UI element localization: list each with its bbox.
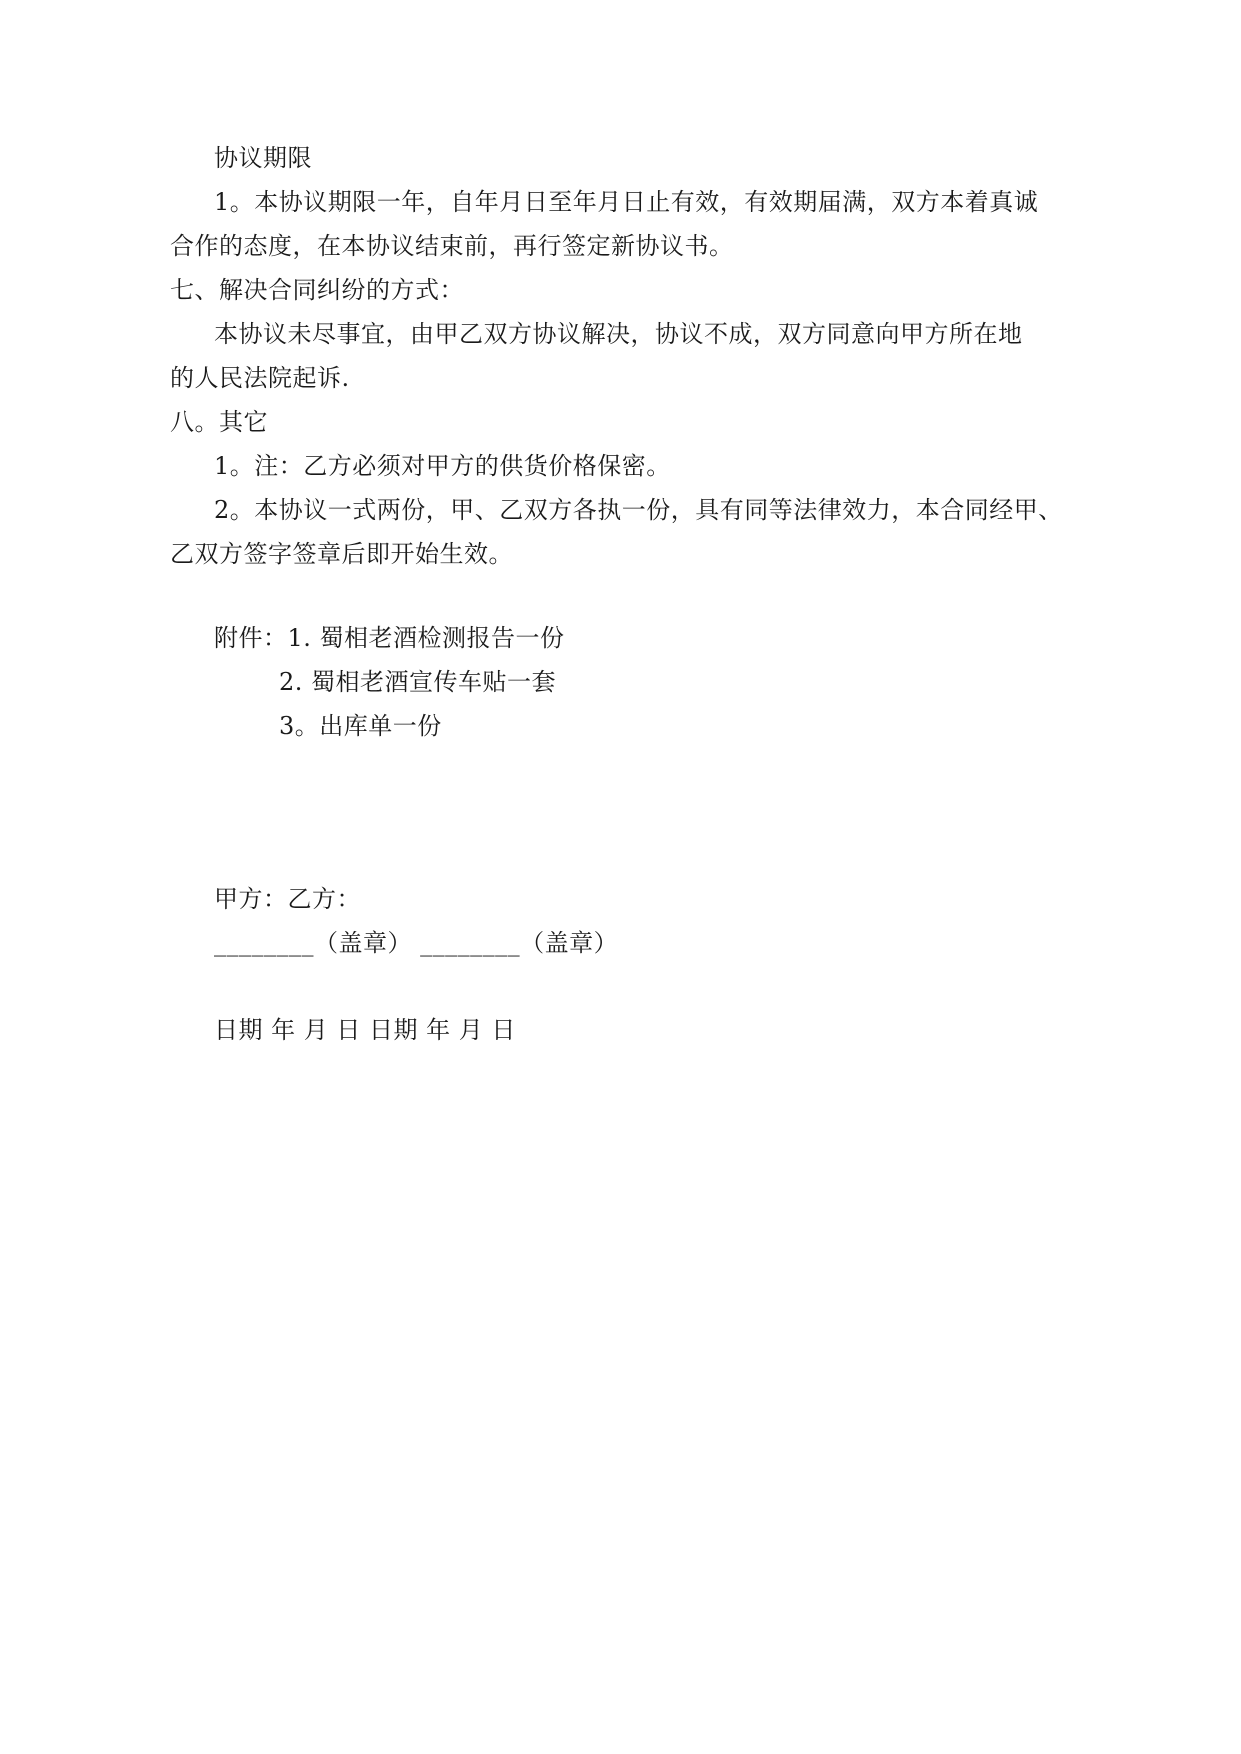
section-8-item-2-line-2: 乙双方签字签章后即开始生效。 [170, 540, 513, 568]
term-clause-1-line-2: 合作的态度，在本协议结束前，再行签定新协议书。 [170, 232, 734, 260]
attachment-2: 2. 蜀相老酒宣传车贴一套 [279, 668, 557, 696]
section-7-text-line-2: 的人民法院起诉. [170, 364, 350, 392]
attachments-first: 附件：1. 蜀相老酒检测报告一份 [214, 624, 565, 652]
section-8-item-2-line-1: 2。本协议一式两份，甲、乙双方各执一份，具有同等法律效力，本合同经甲、 [214, 496, 1063, 524]
term-clause-1-line-1: 1。本协议期限一年，自年月日至年月日止有效，有效期届满，双方本着真诚 [214, 188, 1039, 216]
parties-label: 甲方：乙方： [214, 885, 361, 913]
section-8-heading: 八。其它 [170, 408, 268, 436]
section-7-text-line-1: 本协议未尽事宜，由甲乙双方协议解决，协议不成，双方同意向甲方所在地 [214, 320, 1023, 348]
attachment-3: 3。出库单一份 [279, 712, 442, 740]
date-line: 日期 年 月 日 日期 年 月 日 [214, 1016, 516, 1044]
term-heading: 协议期限 [214, 144, 312, 172]
section-7-heading: 七、解决合同纠纷的方式： [170, 276, 464, 304]
section-8-item-1: 1。注：乙方必须对甲方的供货价格保密。 [214, 452, 671, 480]
seal-line: ________（盖章） ________（盖章） [214, 929, 619, 957]
